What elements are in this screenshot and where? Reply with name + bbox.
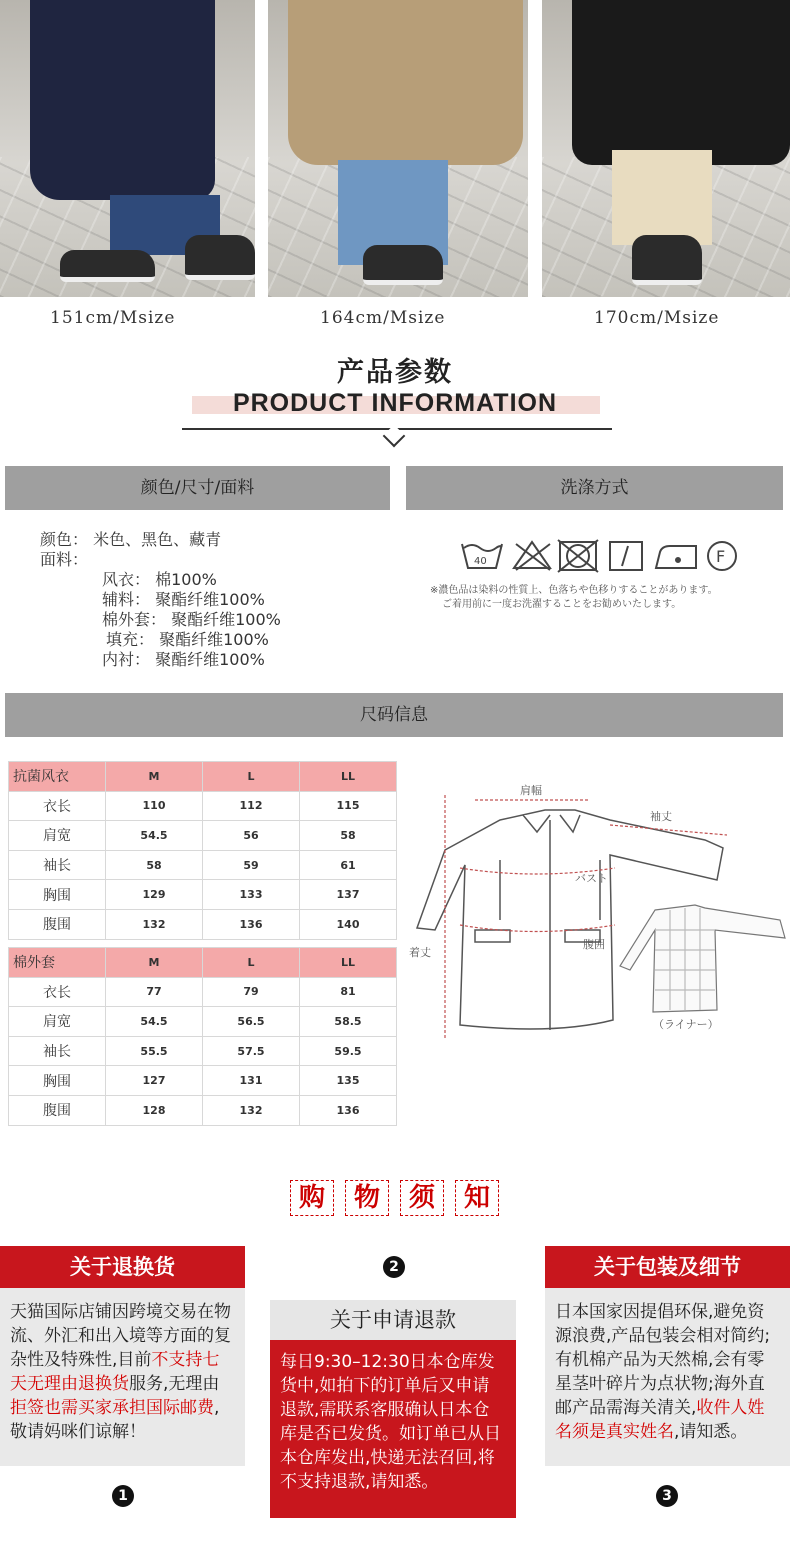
cell: 133 [203, 880, 300, 910]
photo-caption-2: 164cm/Msize [320, 308, 446, 328]
cell: 129 [106, 880, 203, 910]
fabric-item-trench: 风衣： 棉100% [102, 570, 217, 589]
cell: 59 [203, 850, 300, 880]
cell: 115 [300, 791, 397, 821]
cell: 61 [300, 850, 397, 880]
fabric-item-padded-jacket: 棉外套： 聚酯纤维100% [102, 610, 281, 629]
care-note [430, 584, 718, 612]
notice-title-char: 知 [455, 1180, 499, 1216]
svg-text:40: 40 [474, 556, 487, 567]
table-row [9, 1066, 397, 1096]
size-header: LL [300, 762, 397, 792]
cell: 58 [106, 850, 203, 880]
size-header: L [203, 762, 300, 792]
table-row [9, 1007, 397, 1037]
no-tumble-dry-icon [558, 540, 598, 572]
model-photos [0, 0, 790, 300]
size-table-padded-jacket [8, 947, 397, 1126]
returns-text-a: 天猫国际店铺因跨境交易在物流、外汇和出入境等方面的复杂性及特殊性,目前 [10, 1302, 231, 1370]
table-header-row [9, 762, 397, 792]
wash-40-icon [462, 544, 502, 568]
refund-heading: 关于申请退款 [270, 1300, 516, 1340]
cell: 112 [203, 791, 300, 821]
size-table-trench [8, 761, 397, 940]
bar-size-info: 尺码信息 [5, 693, 783, 737]
table-name: 抗菌风衣 [9, 762, 106, 792]
row-label: 肩宽 [9, 821, 106, 851]
model-photo-beige [268, 0, 528, 297]
table-row [9, 791, 397, 821]
number-badge-1: 1 [112, 1485, 134, 1507]
low-iron-icon [656, 546, 696, 568]
table-row [9, 1095, 397, 1125]
returns-heading: 关于退换货 [0, 1246, 245, 1288]
cell: 136 [203, 909, 300, 939]
cell: 132 [203, 1095, 300, 1125]
bar-color-size-fabric: 颜色/尺寸/面料 [5, 466, 390, 510]
cell: 132 [106, 909, 203, 939]
number-badge-3: 3 [656, 1485, 678, 1507]
packaging-text [545, 1288, 790, 1466]
row-label: 衣长 [9, 977, 106, 1007]
photo-caption-1: 151cm/Msize [50, 308, 176, 328]
bar-washing: 洗涤方式 [406, 466, 783, 510]
cell: 54.5 [106, 821, 203, 851]
liner-outline [620, 905, 785, 1012]
notice-title-char: 物 [345, 1180, 389, 1216]
table-row [9, 977, 397, 1007]
table-header-row [9, 948, 397, 978]
fabric-item-filling: 填充： 聚酯纤维100% [106, 630, 269, 649]
returns-text [0, 1288, 245, 1466]
cell: 135 [300, 1066, 397, 1096]
size-header: L [203, 948, 300, 978]
table-row [9, 850, 397, 880]
row-label: 袖长 [9, 850, 106, 880]
returns-text-red-1: 不支持七天无理由退换货 [10, 1350, 220, 1394]
cell: 77 [106, 977, 203, 1007]
refund-text: 每日9:30–12:30日本仓库发货中,如拍下的订单后又申请退款,需联系客服确认日本仓库是否已发货。如订单已从日本仓库发出,快递无法召回,将不支持退款,请知悉。 [270, 1340, 516, 1518]
cell: 136 [300, 1095, 397, 1125]
row-label: 袖长 [9, 1036, 106, 1066]
packaging-text-red: 收件人姓名须是真实姓名 [555, 1398, 765, 1442]
cell: 140 [300, 909, 397, 939]
row-label: 腹围 [9, 909, 106, 939]
fabric-item-lining: 内衬： 聚酯纤维100% [102, 650, 265, 669]
model-photo-navy [0, 0, 255, 297]
photo-caption-3: 170cm/Msize [594, 308, 720, 328]
table-row [9, 880, 397, 910]
row-label: 胸围 [9, 880, 106, 910]
model-photo-black [542, 0, 790, 297]
cell: 131 [203, 1066, 300, 1096]
section-title-cn: 产品参数 [337, 357, 453, 388]
row-label: 腹围 [9, 1095, 106, 1125]
cell: 57.5 [203, 1036, 300, 1066]
fabric-item-trim: 辅料： 聚酯纤维100% [102, 590, 265, 609]
dry-clean-f-icon [708, 542, 736, 570]
cell: 110 [106, 791, 203, 821]
cell: 79 [203, 977, 300, 1007]
returns-text-red-2: 拒签也需买家承担国际邮费 [10, 1398, 214, 1418]
label-shoulder: 肩幅 [520, 784, 542, 797]
notice-title-char: 须 [400, 1180, 444, 1216]
cell: 128 [106, 1095, 203, 1125]
table-row [9, 909, 397, 939]
notice-title-char: 购 [290, 1180, 334, 1216]
label-sleeve: 袖丈 [650, 810, 672, 823]
label-length: 着丈 [409, 946, 431, 959]
label-bust: バスト [575, 872, 608, 885]
care-icons [460, 538, 750, 574]
size-header: LL [300, 948, 397, 978]
no-bleach-icon [514, 542, 550, 570]
line-dry-icon [610, 542, 642, 570]
returns-text-c: ,敬请妈咪们谅解！ [10, 1398, 220, 1442]
cell: 59.5 [300, 1036, 397, 1066]
cell: 56 [203, 821, 300, 851]
cell: 55.5 [106, 1036, 203, 1066]
returns-text-b: 服务,无理由 [129, 1374, 220, 1394]
packaging-heading: 关于包装及细节 [545, 1246, 790, 1288]
cell: 58.5 [300, 1007, 397, 1037]
cell: 127 [106, 1066, 203, 1096]
size-header: M [106, 948, 203, 978]
cell: 56.5 [203, 1007, 300, 1037]
row-label: 肩宽 [9, 1007, 106, 1037]
color-line: 颜色： 米色、黑色、藏青 [40, 530, 222, 549]
cell: 58 [300, 821, 397, 851]
label-liner: （ライナー） [653, 1018, 719, 1031]
row-label: 衣长 [9, 791, 106, 821]
table-row [9, 1036, 397, 1066]
cell: 137 [300, 880, 397, 910]
care-note-line-2: ご着用前に一度お洗濯することをお勧めいたします。 [442, 599, 682, 610]
cell: 81 [300, 977, 397, 1007]
label-waist: 腹囲 [583, 938, 605, 951]
svg-text:F: F [716, 547, 726, 566]
measurement-diagram [405, 780, 790, 1050]
packaging-text-b: ,请知悉。 [674, 1422, 748, 1442]
number-badge-2: 2 [383, 1256, 405, 1278]
table-row [9, 821, 397, 851]
care-note-line-1: ※濃色品は染料の性質上、色落ちや色移りすることがあります。 [430, 585, 718, 596]
section-title-en: PRODUCT INFORMATION [232, 389, 558, 417]
row-label: 胸围 [9, 1066, 106, 1096]
fabric-label: 面料： [40, 550, 89, 569]
table-name: 棉外套 [9, 948, 106, 978]
packaging-text-a: 日本国家因提倡环保,避免资源浪费,产品包装会相对简约;有机棉产品为天然棉,会有零星茎叶碎片为点状物;海外直邮产品需海关清关, [555, 1302, 771, 1418]
cell: 54.5 [106, 1007, 203, 1037]
size-header: M [106, 762, 203, 792]
